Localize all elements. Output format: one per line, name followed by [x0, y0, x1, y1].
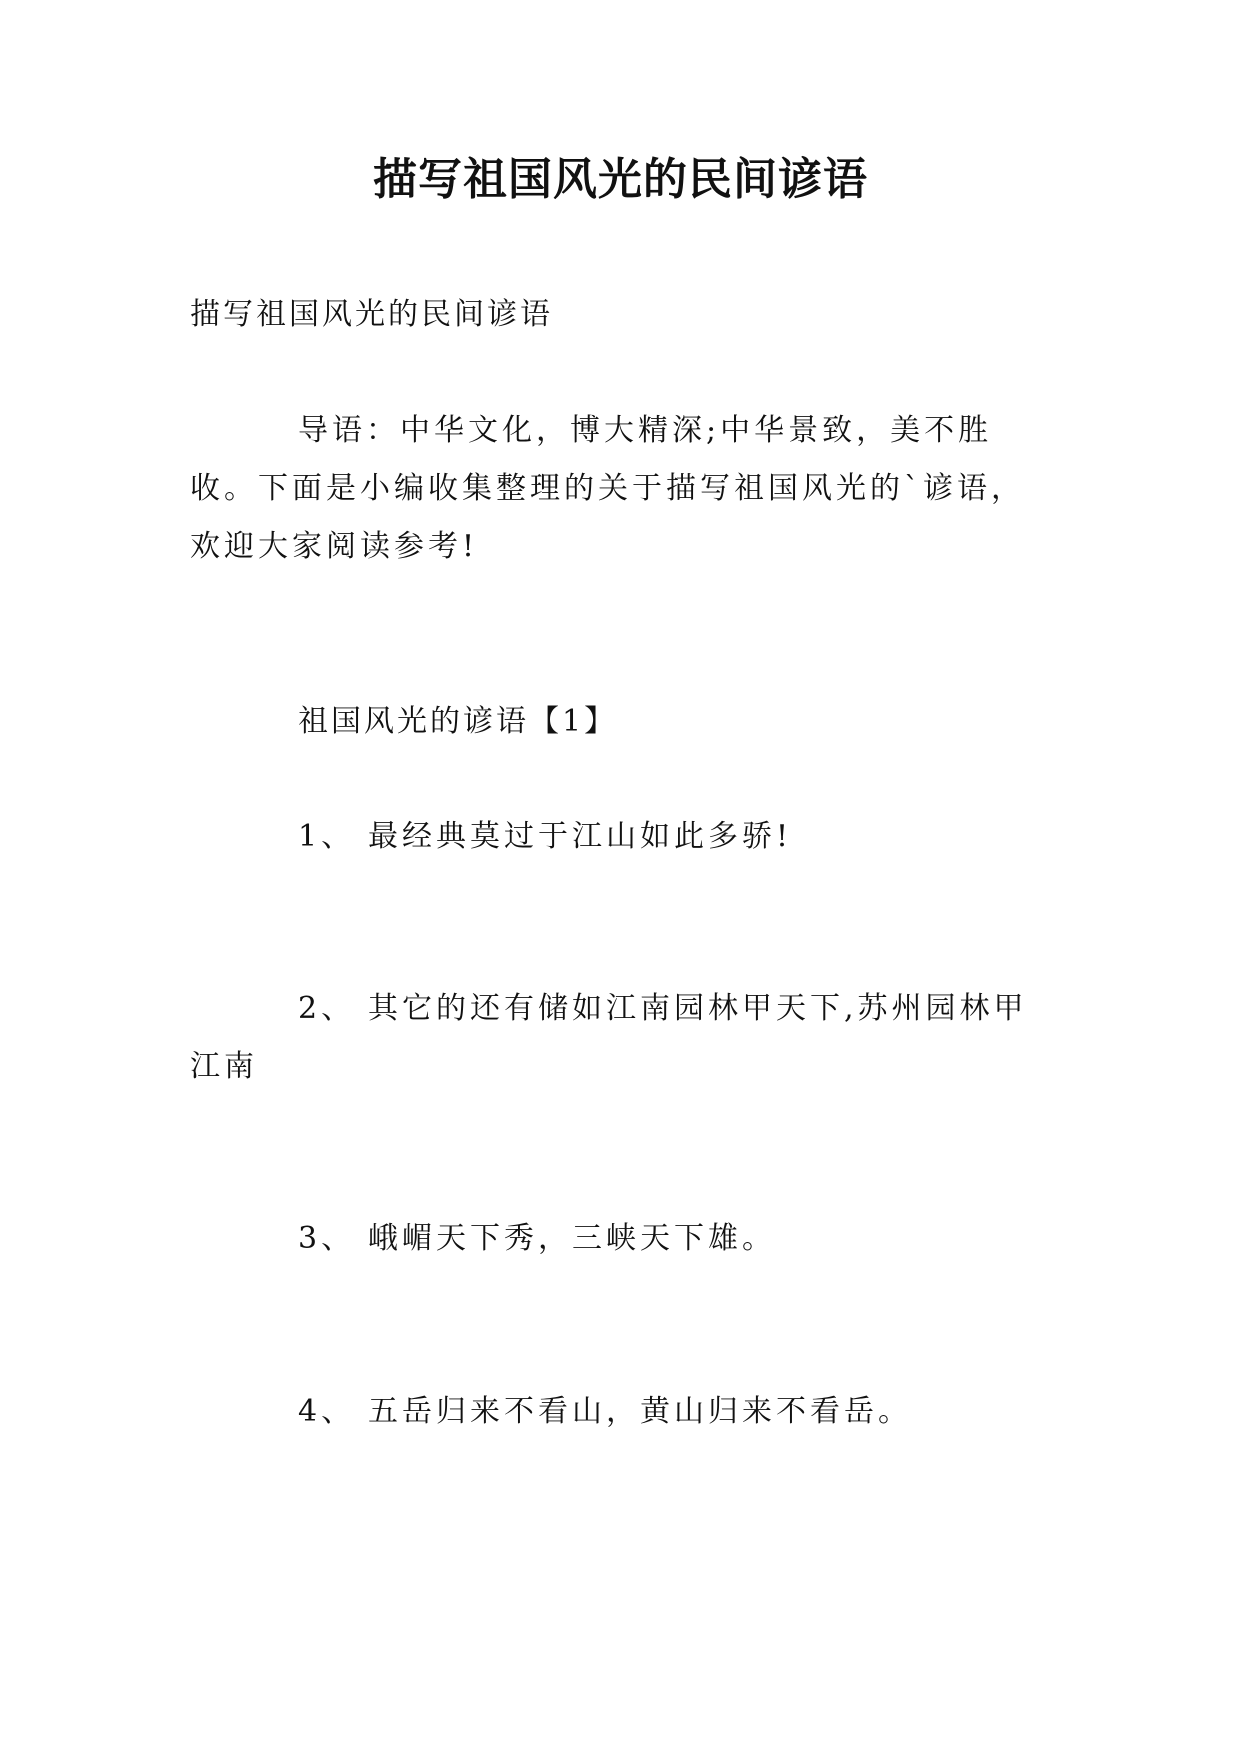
- list-item-text: 最经典莫过于江山如此多骄!: [368, 819, 793, 854]
- list-item-number: 2、: [298, 991, 356, 1026]
- intro-paragraph: 导语：中华文化，博大精深;中华景致，美不胜收。下面是小编收集整理的关于描写祖国风光的`谚语，欢迎大家阅读参考!: [190, 413, 1025, 564]
- document-title: 描写祖国风光的民间谚语: [373, 154, 868, 205]
- list-item: [190, 1383, 1050, 1441]
- section-heading: 祖国风光的谚语【1】: [298, 704, 618, 739]
- list-item-text: 峨嵋天下秀，三峡天下雄。: [368, 1221, 776, 1256]
- list-item-number: 4、: [298, 1394, 356, 1429]
- list-item-text: 其它的还有储如江南园林甲天下,苏州园林甲江南: [190, 991, 1028, 1084]
- list-item: [190, 980, 1050, 1096]
- list-item-text: 五岳归来不看山，黄山归来不看岳。: [368, 1394, 912, 1429]
- list-item: [190, 808, 1050, 866]
- list-item-number: 3、: [298, 1221, 356, 1256]
- list-item-number: 1、: [298, 819, 356, 854]
- document-subtitle: 描写祖国风光的民间谚语: [190, 297, 553, 332]
- list-item: [190, 1210, 1050, 1268]
